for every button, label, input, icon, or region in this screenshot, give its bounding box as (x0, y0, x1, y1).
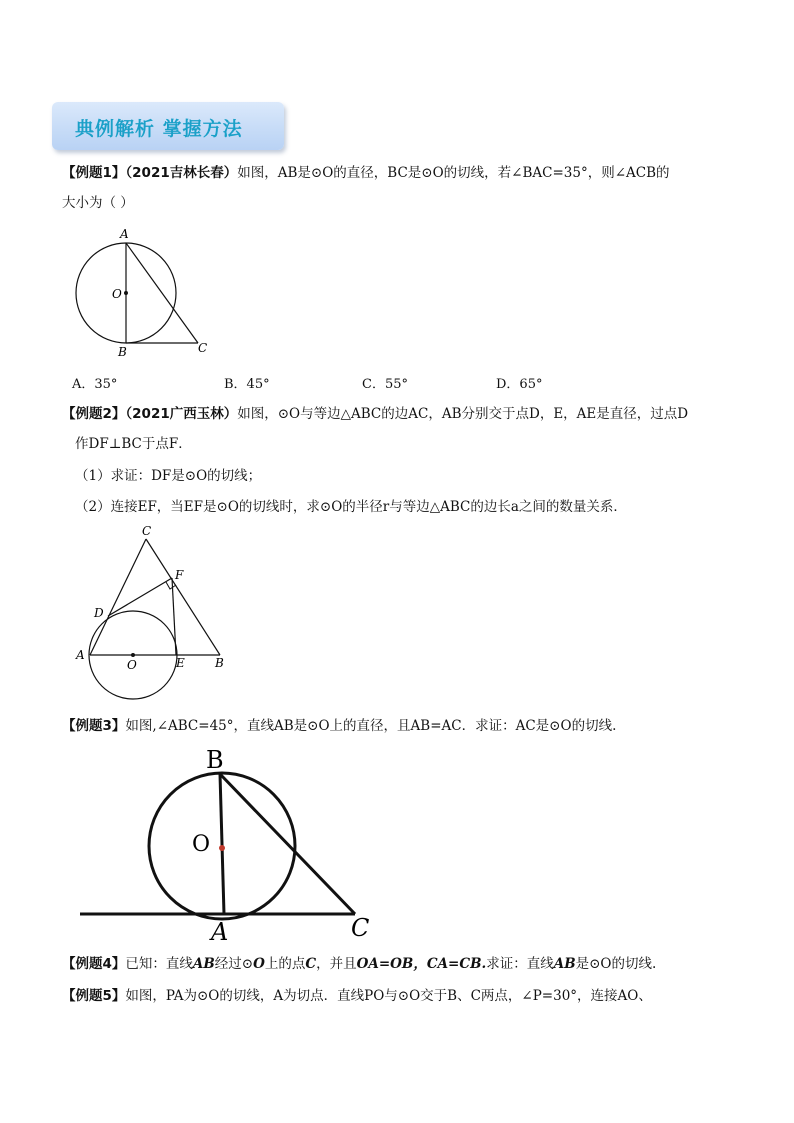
label-o: O (127, 658, 137, 672)
example-4-text-2: AB (192, 956, 215, 972)
example-4-text-4: O (253, 956, 265, 972)
example-1-option-a: A．35° (72, 377, 118, 392)
example-1-option-d: D．65° (496, 377, 543, 392)
example-5-line (62, 986, 652, 1006)
segment-bc (220, 774, 355, 914)
example-4-text-1: 已知：直线 (125, 956, 193, 972)
example-4-text-8: OA=OB，CA=CB. (356, 956, 487, 972)
label-d: D (94, 606, 104, 620)
segment-ef (172, 578, 176, 655)
label-a: A (120, 227, 129, 241)
center-dot (124, 291, 128, 295)
example-3-text: 如图,∠ABC=45°，直线AB是⊙O上的直径，且AB=AC．求证：AC是⊙O的切线. (125, 718, 617, 734)
example-4-tag: 【例题4】 (62, 956, 126, 972)
example-4-text-10: AB (553, 956, 576, 972)
example-2-question-1: （1）求证：DF是⊙O的切线； (75, 468, 262, 484)
example-5-text: 如图，PA为⊙O的切线，A为切点．直线PO与⊙O交于B、C两点，∠P=30°，连接AO、 (125, 988, 652, 1004)
example-2-tag: 【例题2】 (62, 406, 126, 422)
example-2-line-2: 作DF⊥BC于点F． (75, 436, 192, 452)
example-1-option-b: B．45° (224, 377, 270, 392)
label-a: A (76, 648, 85, 662)
label-b: B (118, 345, 127, 359)
label-o: O (192, 832, 211, 857)
example-2-figure (70, 525, 240, 705)
label-f: F (175, 568, 184, 582)
example-1-tag: 【例题1】 (62, 165, 126, 181)
label-c: C (351, 914, 370, 942)
side-ac (90, 539, 146, 655)
label-e: E (176, 656, 185, 670)
side-bc (146, 539, 220, 655)
example-4-text-11: 是⊙O的切线. (575, 956, 657, 972)
example-3-tag: 【例题3】 (62, 718, 126, 734)
example-5-tag: 【例题5】 (62, 988, 126, 1004)
example-2-text-1: 如图，⊙O与等边△ABC的边AC，AB分别交于点D，E，AE是直径，过点D (237, 406, 689, 422)
diameter-ab (220, 774, 224, 914)
label-c: C (198, 341, 208, 355)
example-4-text-6: C (305, 956, 317, 972)
example-4-text-5: 上的点 (264, 956, 306, 972)
example-1-figure (60, 222, 230, 362)
example-4-text-3: 经过⊙ (214, 956, 254, 972)
section-title: 典例解析 掌握方法 (75, 118, 243, 140)
label-b: B (215, 656, 224, 670)
example-4-text-9: 求证：直线 (486, 956, 554, 972)
center-dot (219, 845, 225, 851)
example-2-question-2: （2）连接EF，当EF是⊙O的切线时，求⊙O的半径r与等边△ABC的边长a之间的数量关系． (75, 499, 627, 515)
label-o: O (112, 287, 122, 301)
example-1-line-2: 大小为（ ） (62, 195, 134, 211)
example-1-text-1: 如图，AB是⊙O的直径，BC是⊙O的切线，若∠BAC=35°，则∠ACB的 (237, 165, 670, 181)
example-3-figure (70, 742, 390, 948)
example-2-line-1 (62, 404, 688, 424)
example-1-line-1 (62, 163, 670, 183)
label-a: A (211, 918, 229, 946)
example-4-text-7: ，并且 (316, 956, 357, 972)
label-b: B (206, 746, 224, 774)
example-3-line (62, 716, 616, 736)
example-2-source: （2021广西玉林） (125, 406, 238, 422)
center-dot (131, 653, 135, 657)
example-4-line (62, 954, 656, 974)
label-c: C (142, 525, 152, 538)
example-1-option-c: C．55° (362, 377, 408, 392)
example-1-source: （2021吉林长春） (125, 165, 238, 181)
